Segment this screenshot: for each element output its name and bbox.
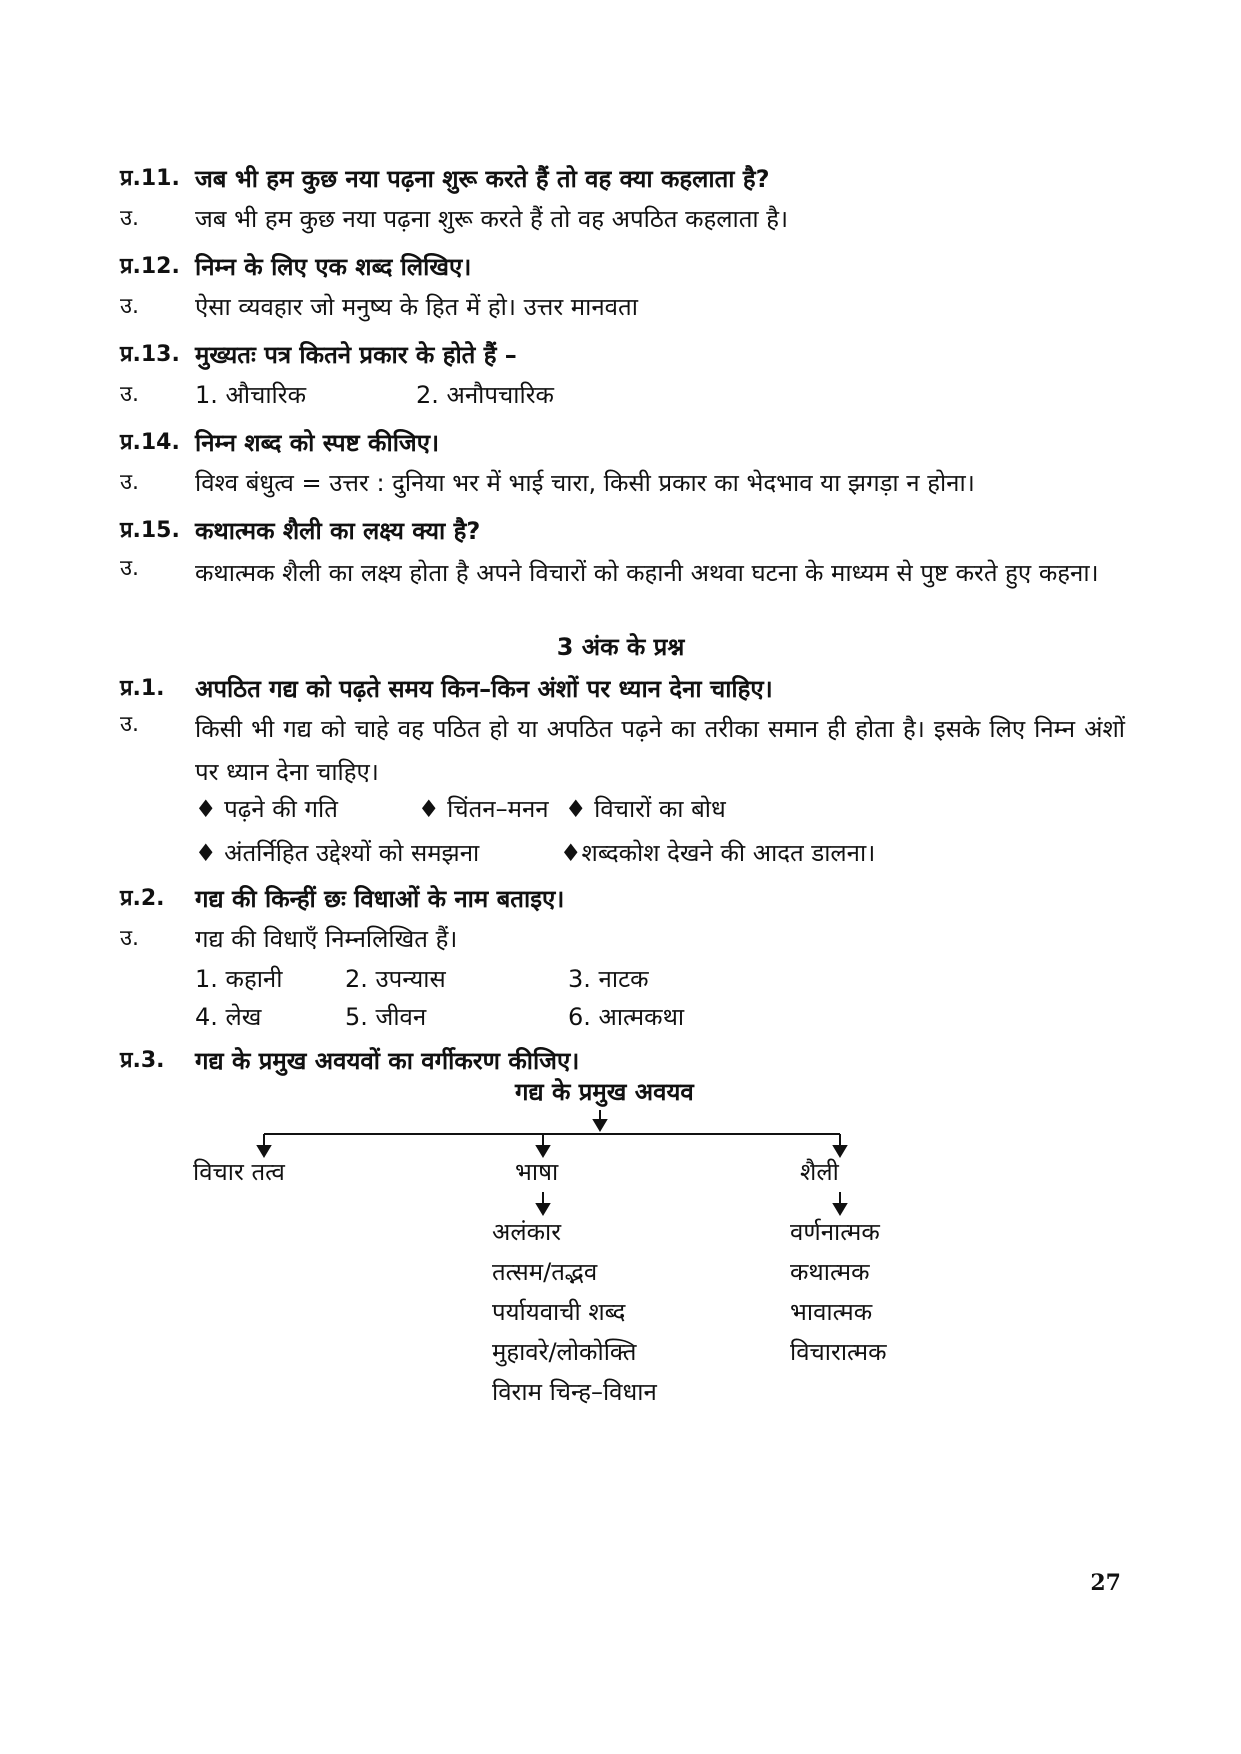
- shaili-item: कथात्मक: [790, 1258, 870, 1286]
- answer-item: 1. औचारिक: [195, 381, 306, 409]
- answer-text: किसी भी गद्य को चाहे वह पठित हो या अपठित पढ़ने का तरीका समान ही होता है। इसके लिए निम्न अंशों पर ध्यान देना चाहिए।: [195, 715, 1125, 786]
- genre-item: 2. उपन्यास: [345, 965, 446, 993]
- shaili-item: भावात्मक: [790, 1298, 873, 1326]
- shaili-item: वर्णनात्मक: [790, 1218, 880, 1246]
- bhasha-item: विराम चिन्ह–विधान: [492, 1378, 657, 1406]
- question-label: प्र.14.: [120, 430, 180, 455]
- answer-text: जब भी हम कुछ नया पढ़ना शुरू करते हैं तो वह अपठित कहलाता है।: [195, 205, 789, 233]
- question-label: प्र.2.: [120, 886, 165, 911]
- question-label: प्र.11.: [120, 166, 180, 191]
- tree-branch-bhasha: भाषा: [515, 1158, 559, 1186]
- answer-label: उ.: [120, 712, 140, 737]
- page-number: 27: [1090, 1570, 1121, 1596]
- bhasha-items: [492, 1212, 657, 1412]
- question-label: प्र.3.: [120, 1048, 165, 1073]
- answer-label: उ.: [120, 206, 140, 231]
- answer-text: गद्य की विधाएँ निम्नलिखित हैं।: [195, 925, 458, 953]
- bhasha-item: मुहावरे/लोकोक्ति: [492, 1338, 637, 1366]
- question-text: कथात्मक शैली का लक्ष्य क्या है?: [195, 517, 481, 545]
- shaili-item: विचारात्मक: [790, 1338, 887, 1366]
- answer-text: विश्व बंधुत्व = उत्तर : दुनिया भर में भाई चारा, किसी प्रकार का भेदभाव या झगड़ा न होना।: [195, 469, 975, 497]
- bhasha-item: तत्सम/तद्भव: [492, 1258, 598, 1286]
- tree-branch-shaili: शैली: [800, 1158, 839, 1186]
- question-label: प्र.13.: [120, 342, 180, 367]
- question-text: निम्न के लिए एक शब्द लिखिए।: [195, 253, 472, 281]
- question-label: प्र.15.: [120, 518, 180, 543]
- question-text: जब भी हम कुछ नया पढ़ना शुरू करते हैं तो वह क्या कहलाता है?: [195, 165, 770, 193]
- genre-item: 3. नाटक: [568, 965, 649, 993]
- genre-item: 5. जीवन: [345, 1003, 427, 1031]
- answer-label: उ.: [120, 556, 140, 581]
- shaili-items: [790, 1212, 887, 1372]
- genre-item: 4. लेख: [195, 1003, 262, 1031]
- answer-text: ऐसा व्यवहार जो मनुष्य के हित में हो। उत्तर मानवता: [195, 293, 638, 321]
- question-label: प्र.1.: [120, 676, 165, 701]
- bullet-item: ♦ चिंतन–मनन: [418, 795, 549, 823]
- answer-label: उ.: [120, 470, 140, 495]
- answer-label: उ.: [120, 382, 140, 407]
- bullet-item: ♦ विचारों का बोध: [565, 795, 726, 823]
- bullet-item: ♦ अंतर्निहित उद्देश्यों को समझना: [195, 839, 480, 867]
- answer-item: 2. अनौपचारिक: [416, 381, 554, 409]
- genre-item: 1. कहानी: [195, 965, 283, 993]
- bullet-item: ♦ पढ़ने की गति: [195, 795, 338, 823]
- bullet-item: ♦शब्दकोश देखने की आदत डालना।: [560, 839, 876, 867]
- question-label: प्र.12.: [120, 254, 180, 279]
- question-text: अपठित गद्य को पढ़ते समय किन–किन अंशों पर ध्यान देना चाहिए।: [195, 675, 773, 703]
- answer-label: उ.: [120, 294, 140, 319]
- question-text: गद्य के प्रमुख अवयवों का वर्गीकरण कीजिए।: [195, 1047, 580, 1075]
- answer-label: उ.: [120, 926, 140, 951]
- genre-item: 6. आत्मकथा: [568, 1003, 685, 1031]
- bhasha-item: अलंकार: [492, 1218, 562, 1246]
- answer-text: कथात्मक शैली का लक्ष्य होता है अपने विचारों को कहानी अथवा घटना के माध्यम से पुष्ट करते हुए कहना।: [195, 559, 1099, 587]
- question-text: मुख्यतः पत्र कितने प्रकार के होते हैं –: [195, 341, 517, 369]
- question-text: निम्न शब्द को स्पष्ट कीजिए।: [195, 429, 440, 457]
- tree-root: गद्य के प्रमुख अवयव: [515, 1078, 694, 1106]
- section-heading: 3 अंक के प्रश्न: [556, 633, 685, 661]
- bhasha-item: पर्यायवाची शब्द: [492, 1298, 626, 1326]
- root-arrowhead: [594, 1120, 606, 1130]
- tree-branch-vichar: विचार तत्व: [193, 1158, 285, 1186]
- question-text: गद्य की किन्हीं छः विधाओं के नाम बताइए।: [195, 885, 565, 913]
